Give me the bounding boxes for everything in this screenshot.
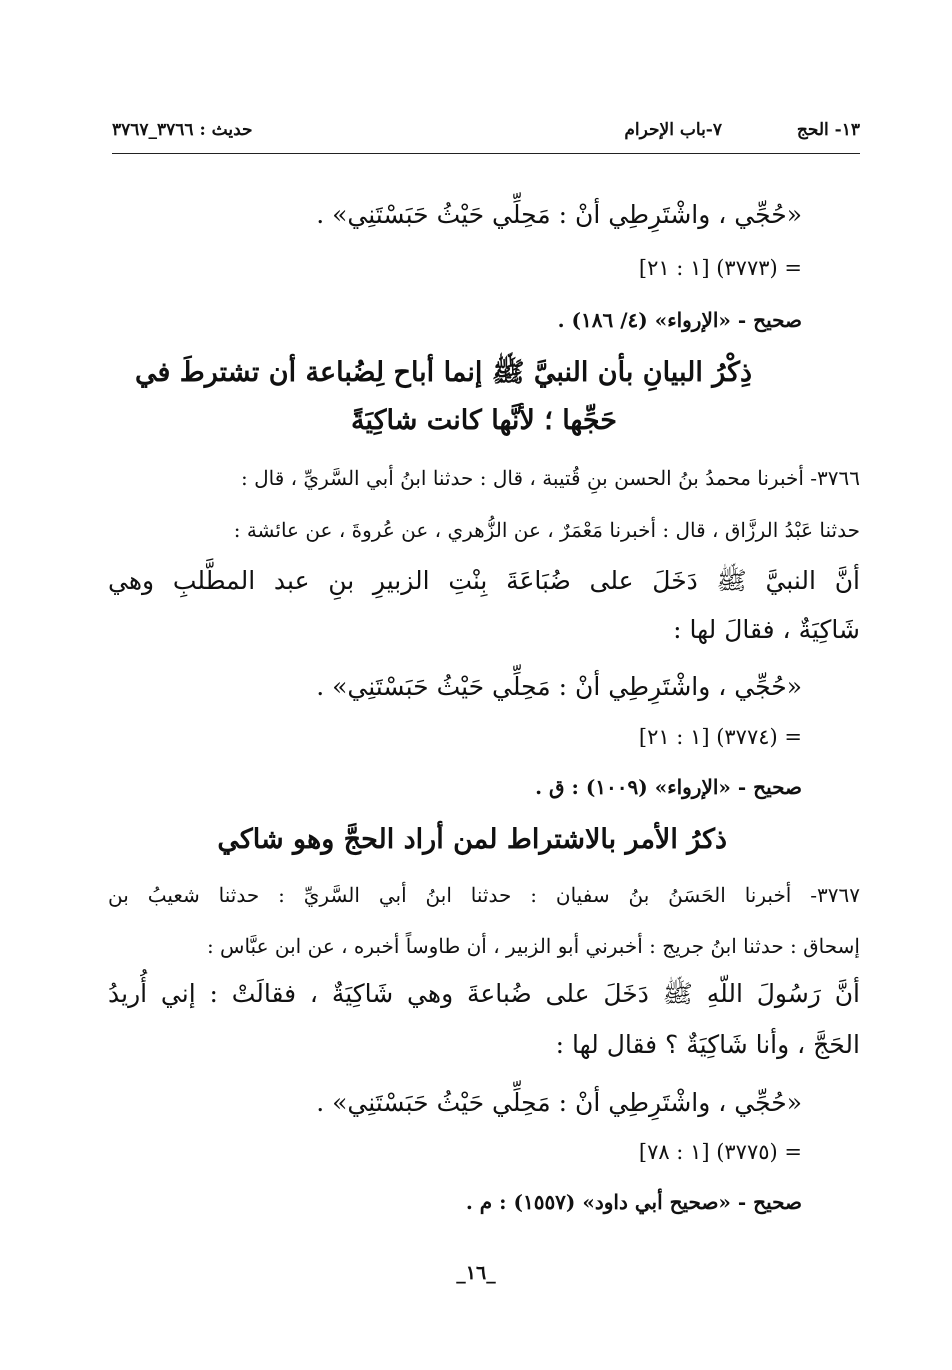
quote-3766: «حُجِّي ، واشْتَرِطِي أنْ : مَحِلِّي حَيْثُ حَبَسْتَنِي» . [316, 672, 802, 701]
grade-3766: صحيح - «الإرواء» (١٠٠٩) : ق . [535, 775, 802, 799]
running-header-book: ١٣- الحج [796, 120, 860, 140]
page-number: _١٦_ [456, 1262, 496, 1284]
narration-3766-line1: ٣٧٦٦- أخبرنا محمدُ بنُ الحسن بنِ قُتيبة ، قال : حدثنا ابنُ أبي السَّريِّ ، قال : [240, 466, 860, 490]
matn-3766-line2: شَاكِيَةٌ ، فقالَ لها : [673, 615, 860, 644]
narration-3767-line1: ٣٧٦٧- أخبرنا الحَسَنُ بنُ سفيان : حدثنا ابنُ أبي السَّريِّ : حدثنا شعيبُ بن [108, 883, 860, 907]
section-title-1-line2: حَجِّها ؛ لأنَّها كانت شاكِيَةً [351, 405, 617, 436]
grade-3767: صحيح - «صحيح أبي داود» (١٥٥٧) : م . [465, 1190, 802, 1214]
matn-3767-line2: الحَجَّ ، وأنا شَاكِيَةٌ ؟ فقال لها : [555, 1030, 860, 1059]
quote-3767: «حُجِّي ، واشْتَرِطِي أنْ : مَحِلِّي حَيْثُ حَبَسْتَنِي» . [316, 1088, 802, 1117]
grade-prev: صحيح - «الإرواء» (٤/ ١٨٦) . [557, 308, 802, 332]
reference-3767: = (٣٧٧٥) [١ : ٧٨] [638, 1140, 802, 1164]
running-header-hadith-range: حديث : ٣٧٦٦_٣٧٦٧ [112, 120, 253, 140]
matn-3767-line1: أنَّ رَسُولَ اللّهِ ﷺ دَخَلَ على ضُباعةَ وهي شَاكِيَةٌ ، فقالَتْ : إني أُريدُ [108, 979, 860, 1008]
section-title-2: ذكرُ الأمر بالاشتراط لمن أراد الحجَّ وهو شاكي [217, 824, 727, 855]
narration-3767-line2: إسحاق : حدثنا ابنُ جريج : أخبرني أبو الزبير ، أن طاوساً أخبره ، عن ابن عبَّاس : [206, 934, 860, 958]
matn-3766-line1: أنَّ النبيَّ ﷺ دَخَلَ على ضُبَاعَةَ بِنْتِ الزبيرِ بنِ عبد المطَّلبِ وهي [108, 566, 860, 595]
running-header-chapter: ٧-باب الإحرام [624, 120, 722, 140]
section-title-1-line1: ذِكْرُ البيانِ بأن النبيَّ ﷺ إنما أباح لِضُباعة أن تشترطَ في [134, 357, 752, 388]
reference-3766: = (٣٧٧٤) [١ : ٢١] [638, 725, 802, 749]
reference-prev: = (٣٧٧٣) [١ : ٢١] [638, 256, 802, 280]
quote-prev: «حُجِّي ، واشْتَرِطِي أنْ : مَحِلِّي حَيْثُ حَبَسْتَنِي» . [316, 200, 802, 229]
header-rule [112, 153, 860, 154]
narration-3766-line2: حدثنا عَبْدُ الرزَّاق ، قال : أخبرنا مَعْمَرٌ ، عن الزُّهري ، عن عُروةَ ، عن عائشة : [233, 518, 860, 542]
